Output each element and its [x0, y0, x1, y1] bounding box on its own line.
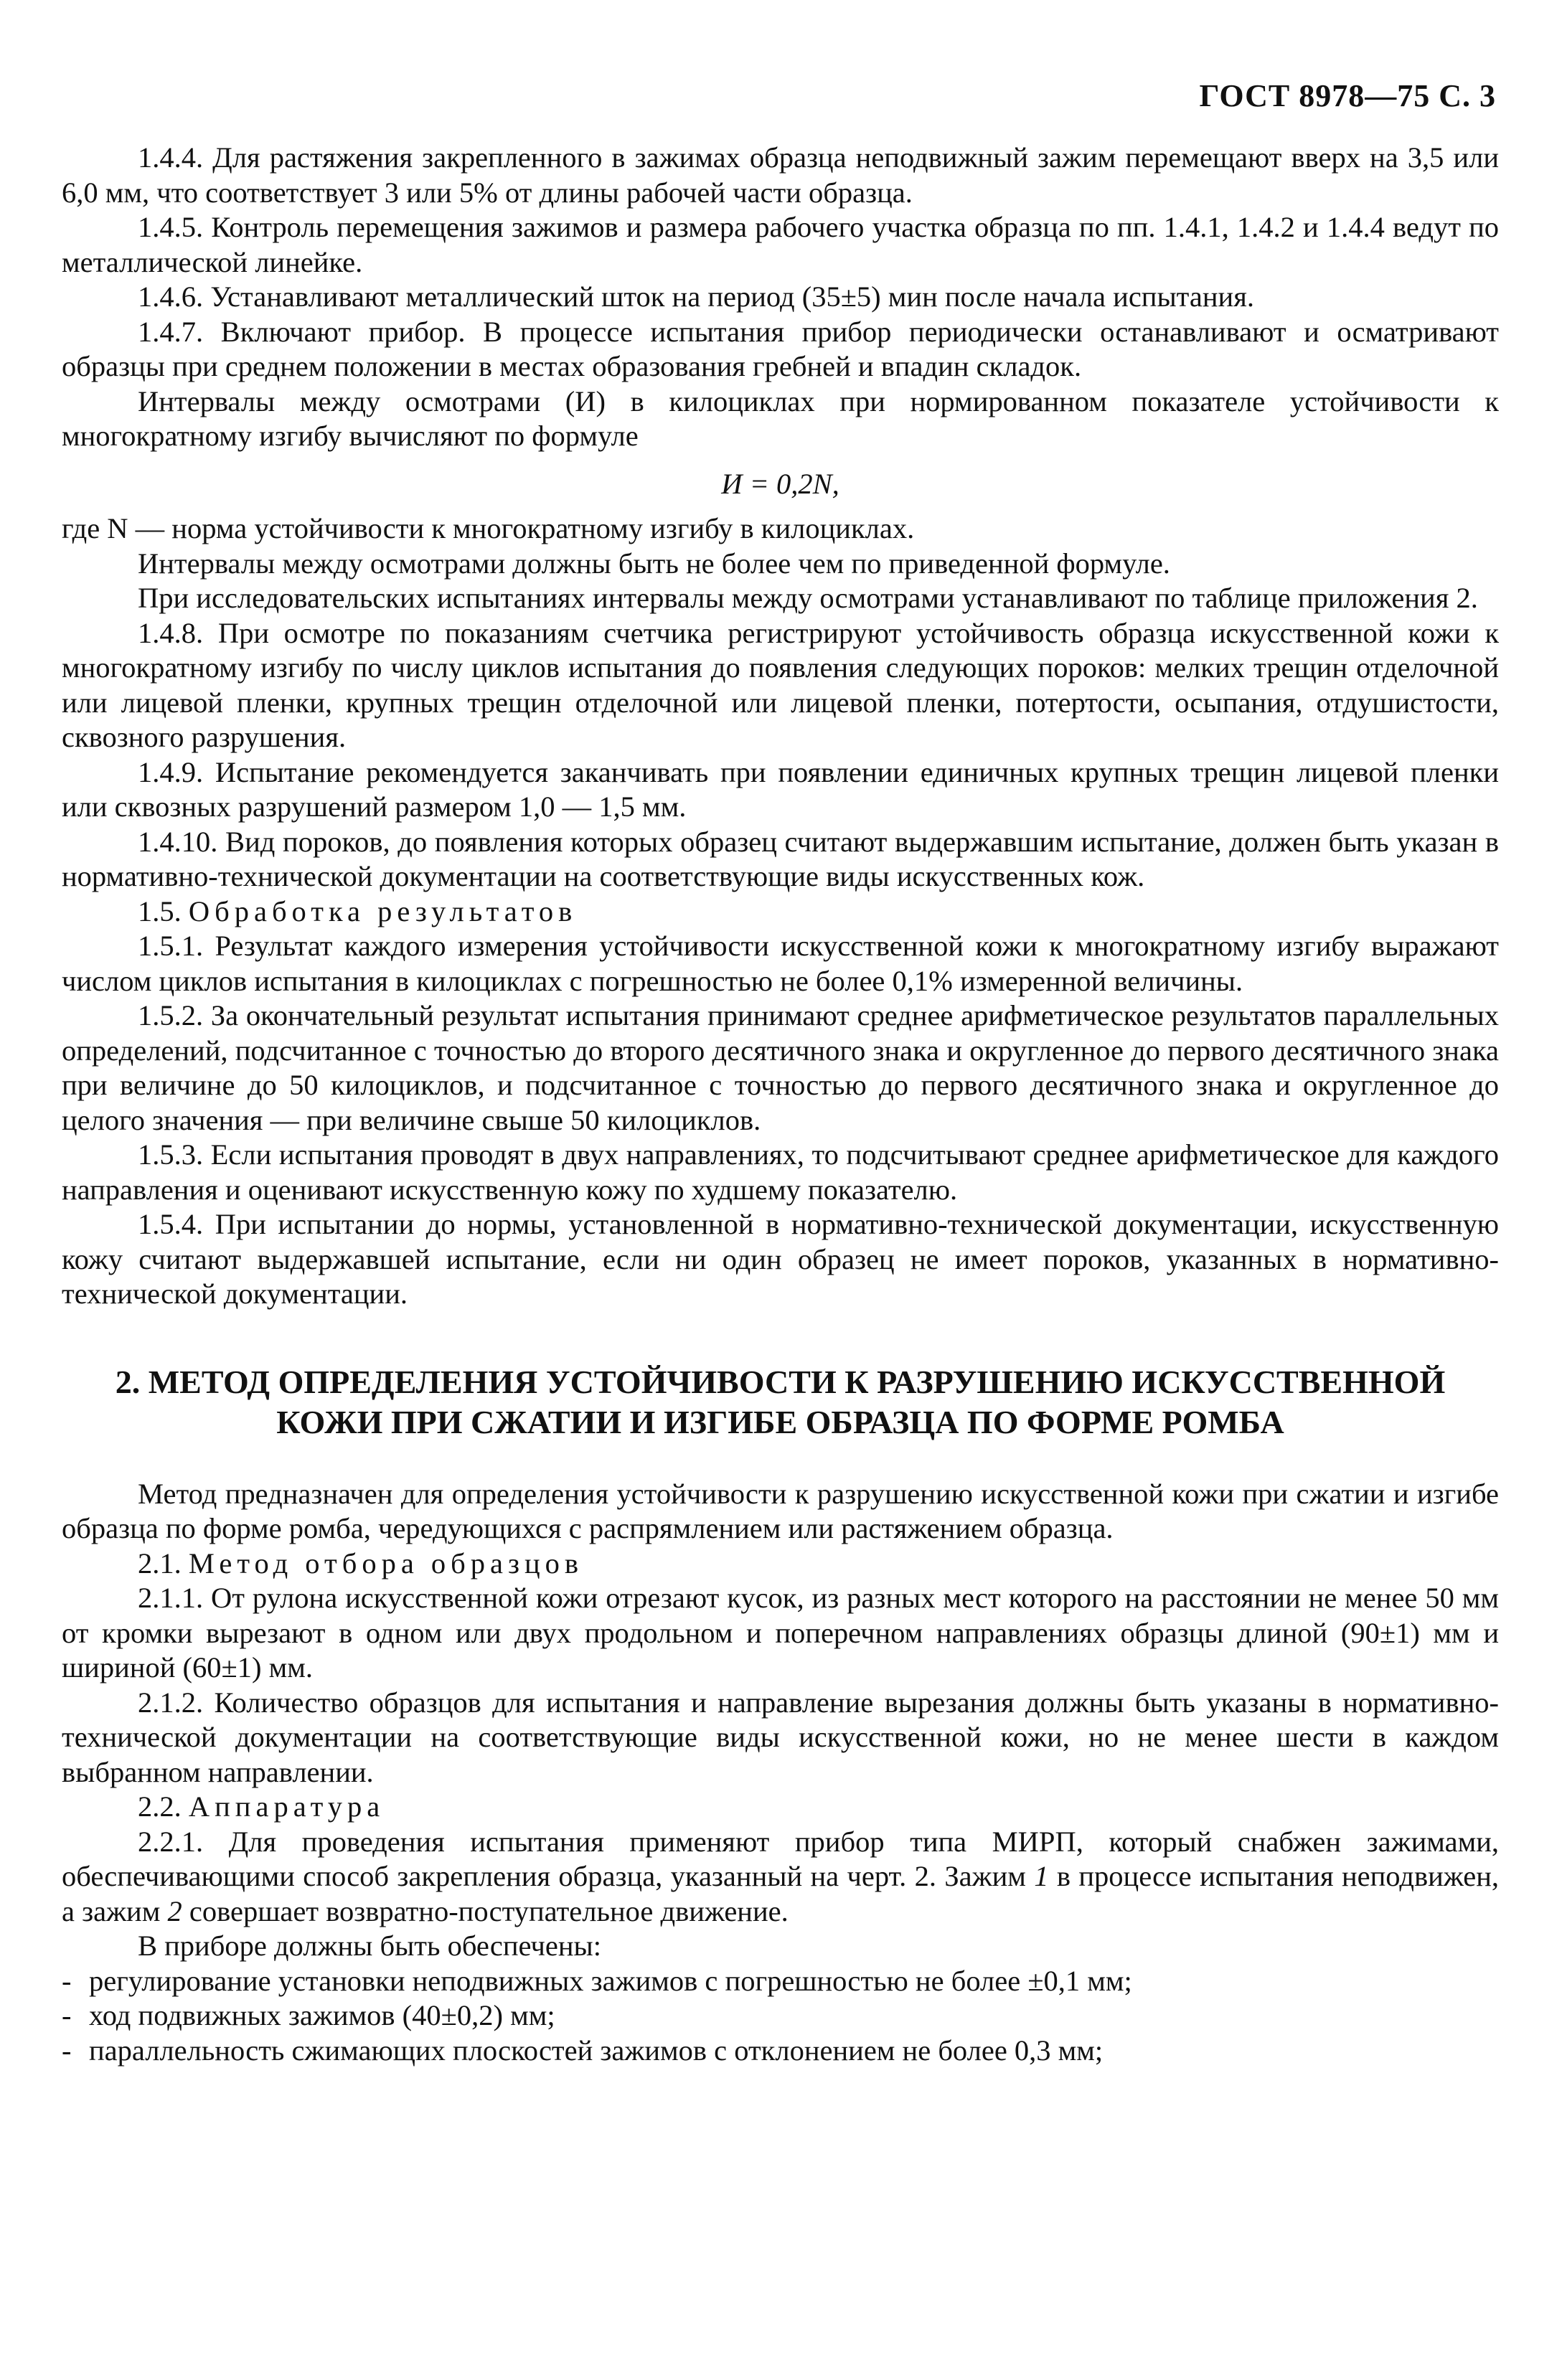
list-item [62, 2034, 1499, 2069]
paragraph-1-5-3: 1.5.3. Если испытания проводят в двух направлениях, то подсчитывают среднее арифметическое для каждого направления и оценивают искусственную кожу по худшему показателю. [62, 1138, 1499, 1206]
list-item [62, 1998, 1499, 2034]
clamp-1-ref: 1 [1034, 1860, 1049, 1892]
paragraph-1-4-10: 1.4.10. Вид пороков, до появления которых образец считают выдержавшим испытание, должен быть указан в нормативно-технической документации на соответствующие виды искусственных кож. [62, 825, 1499, 892]
document-body [62, 141, 1499, 2068]
paragraph-research-tests: При исследовательских испытаниях интервалы между осмотрами устанавливают по таблице приложения 2. [138, 582, 1478, 614]
paragraph-1-4-8: 1.4.8. При осмотре по показаниям счетчика регистрируют устойчивость образца искусственной кожи к многократному изгибу по числу циклов испытания до появления следующих пороков: мелких трещин отделочной или лицевой пленки, крупных трещин отделочной или лицевой пленки, потертости, осыпания, отдушистости, сквозного разрушения. [62, 616, 1499, 753]
formula [62, 467, 1499, 502]
paragraph-intervals-limit: Интервалы между осмотрами должны быть не более чем по приведенной формуле. [138, 547, 1170, 580]
dash-bullet: - [62, 1999, 72, 2031]
paragraph-intervals-formula-intro: Интервалы между осмотрами (И) в килоциклах при нормированном показателе устойчивости к многократному изгибу вычисляют по формуле [62, 384, 1499, 452]
paragraph-2-2-1-part-b: в процессе испытания неподвижен, а зажим [62, 1860, 1499, 1927]
paragraph-1-4-4: 1.4.4. Для растяжения закрепленного в зажимах образца неподвижный зажим перемещают вверх на 3,5 или 6,0 мм, что соответствует 3 или 5% от длины рабочей части образца. [62, 141, 1499, 209]
paragraph-1-5-1: 1.5.1. Результат каждого измерения устойчивости искусственной кожи к многократному изгибу выражают числом циклов испытания в килоциклах с погрешностью не более 0,1% измеренной величины. [62, 930, 1499, 997]
paragraph-2-2-1-part-c: совершает возвратно-поступательное движение. [182, 1894, 789, 1927]
heading-2-2-text: Аппаратура [188, 1790, 385, 1823]
page-header: ГОСТ 8978—75 С. 3 [1199, 78, 1496, 113]
clamp-2-ref: 2 [167, 1894, 182, 1927]
section-2-intro: Метод предназначен для определения устойчивости к разрушению искусственной кожи при сжатии и изгибе образца по форме ромба, чередующихся с распрямлением или растяжением образца. [62, 1477, 1499, 1544]
device-item-2: ход подвижных зажимов (40±0,2) мм; [89, 1999, 555, 2031]
paragraph-2-2-1-part-a: 2.2.1. Для проведения испытания применяют прибор типа МИРП, который снабжен зажимами, обеспечивающими способ закрепления образца, указанный на черт. 2. Зажим [62, 1825, 1499, 1892]
paragraph-1-5-4: 1.5.4. При испытании до нормы, установленной в нормативно-технической документации, искусственную кожу считают выдержавшей испытание, если ни один образец не имеет пороков, указанных в нормативно-технической документации. [62, 1208, 1499, 1310]
heading-2-1 [62, 1546, 1499, 1582]
paragraph-1-4-5: 1.4.5. Контроль перемещения зажимов и размера рабочего участка образца по пп. 1.4.1, 1.4.2 и 1.4.4 ведут по металлической линейке. [62, 211, 1499, 278]
section-2-title: 2. МЕТОД ОПРЕДЕЛЕНИЯ УСТОЙЧИВОСТИ К РАЗРУШЕНИЮ ИСКУССТВЕННОЙ КОЖИ ПРИ СЖАТИИ И ИЗГИБЕ ОБРАЗЦА ПО ФОРМЕ РОМБА [115, 1363, 1446, 1440]
heading-2-2 [62, 1790, 1499, 1825]
heading-1-5-number: 1.5. [138, 894, 182, 927]
paragraph-2-1-1: 2.1.1. От рулона искусственной кожи отрезают кусок, из разных мест которого на расстоянии не менее 50 мм от кромки вырезают в одном или двух продольном и поперечном направлениях образцы длиной (90±1) мм и шириной (60±1) мм. [62, 1582, 1499, 1684]
paragraph-2-1-2: 2.1.2. Количество образцов для испытания и направление вырезания должны быть указаны в нормативно-технической документации на соответствующие виды искусственной кожи, но не менее шести в каждом выбранном направлении. [62, 1686, 1499, 1788]
paragraph-1-5-2: 1.5.2. За окончательный результат испытания принимают среднее арифметическое результатов параллельных определений, подсчитанное с точностью до второго десятичного знака и округленное до первого десятичного знака при величине до 50 килоциклов, и подсчитанное с точностью до первого десятичного знака и округленное до целого значения — при величине свыше 50 килоциклов. [62, 999, 1499, 1136]
heading-1-5-text: Обработка результатов [188, 894, 578, 927]
formula-text: И = 0,2N, [721, 467, 839, 500]
dash-bullet: - [62, 1964, 72, 1997]
paragraph-1-4-7: 1.4.7. Включают прибор. В процессе испытания прибор периодически останавливают и осматривают образцы при среднем положении в местах образования гребней и впадин складок. [62, 315, 1499, 382]
paragraph-1-4-9: 1.4.9. Испытание рекомендуется заканчивать при появлении единичных крупных трещин лицевой пленки или сквозных разрушений размером 1,0 — 1,5 мм. [62, 755, 1499, 823]
heading-2-1-text: Метод отбора образцов [188, 1546, 584, 1579]
dash-bullet: - [62, 2034, 72, 2067]
heading-2-2-number: 2.2. [138, 1790, 182, 1823]
paragraph-1-4-6: 1.4.6. Устанавливают металлический шток на период (35±5) мин после начала испытания. [138, 280, 1254, 313]
heading-2-1-number: 2.1. [138, 1546, 182, 1579]
device-requirements-intro: В приборе должны быть обеспечены: [138, 1930, 601, 1962]
list-item [62, 1964, 1499, 1999]
device-item-1: регулирование установки неподвижных зажимов с погрешностью не более ±0,1 мм; [89, 1964, 1132, 1997]
heading-1-5 [62, 894, 1499, 930]
paragraph-2-2-1 [62, 1825, 1499, 1930]
formula-where: где N — норма устойчивости к многократному изгибу в килоциклах. [62, 512, 915, 544]
device-item-3: параллельность сжимающих плоскостей зажимов с отклонением не более 0,3 мм; [89, 2034, 1104, 2067]
